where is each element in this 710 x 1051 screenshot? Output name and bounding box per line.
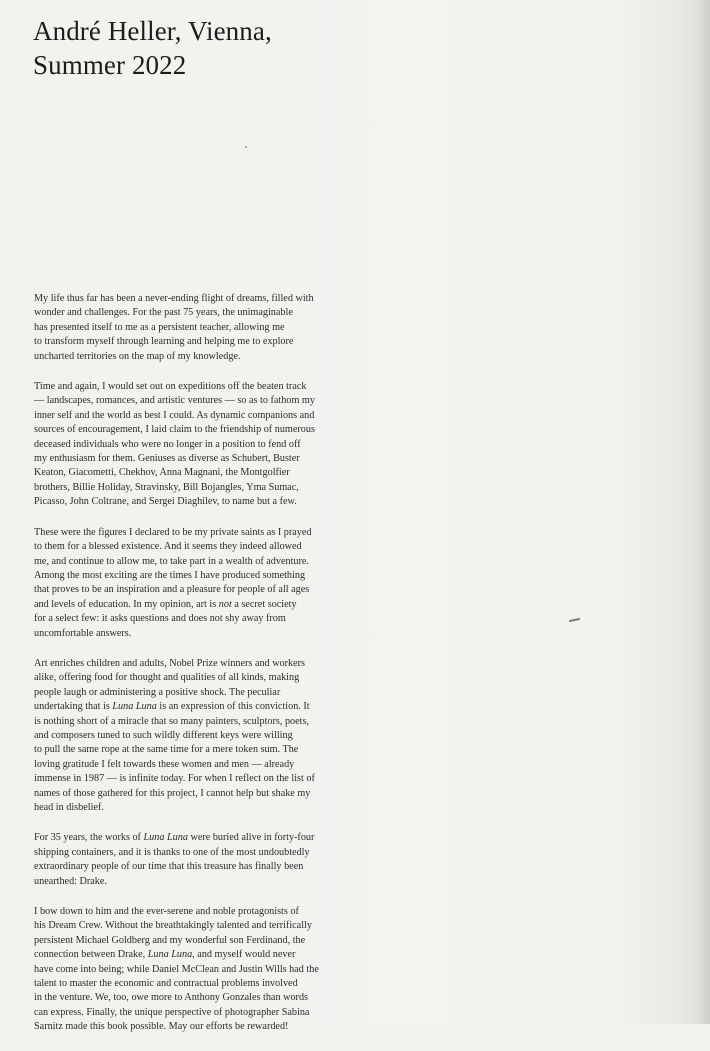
text-line: deceased individuals who were no longer in a position to fend off (34, 438, 301, 450)
text-line: uncomfortable answers. (34, 627, 132, 639)
text-line: his Dream Crew. Without the breathtakingly talented and terrifically (34, 920, 312, 932)
paragraph (34, 380, 379, 510)
paragraph (34, 905, 379, 1035)
text-line: to transform myself through learning and helping me to explore (34, 336, 294, 348)
text-line: My life thus far has been a never-ending flight of dreams, filled with (34, 293, 314, 304)
text-line: undertaking that is Luna Luna is an expression of this conviction. It (34, 701, 310, 713)
text-line: unearthed: Drake. (34, 875, 107, 887)
text-line: immense in 1987 — is infinite today. For when I reflect on the list of (34, 773, 315, 785)
text-line: alike, offering food for thought and qualities of all kinds, making (34, 672, 300, 684)
essay-body (34, 292, 379, 1051)
text-line: names of those gathered for this project, I cannot help but shake my (34, 787, 311, 799)
text-line: that proves to be an inspiration and a pleasure for people of all ages (34, 584, 310, 596)
page-title (33, 14, 433, 82)
paragraph (34, 292, 379, 364)
text-line: Sarnitz made this book possible. May our efforts be rewarded! (34, 1021, 289, 1033)
title-line-1: André Heller, Vienna, (33, 16, 272, 46)
paper-speck (245, 146, 247, 148)
text-line: my enthusiasm for them. Geniuses as diverse as Schubert, Buster (34, 453, 300, 465)
text-line: people laugh or administering a positive shock. The peculiar (34, 686, 281, 698)
paragraph (34, 831, 379, 889)
text-line: has presented itself to me as a persistent teacher, allowing me (34, 321, 285, 333)
paragraph (34, 657, 379, 815)
page-edge-shadow (696, 0, 710, 1024)
text-line: I bow down to him and the ever-serene and noble protagonists of (34, 906, 299, 918)
text-line: persistent Michael Goldberg and my wonderful son Ferdinand, the (34, 934, 306, 946)
text-line: me, and continue to allow me, to take part in a wealth of adventure. (34, 555, 309, 567)
text-line: have come into being; while Daniel McClean and Justin Wills had the (34, 963, 319, 975)
text-line: Keaton, Giacometti, Chekhov, Anna Magnani, the Montgolfier (34, 467, 290, 479)
text-line: These were the figures I declared to be my private saints as I prayed (34, 526, 312, 538)
text-line: sources of encouragement, I laid claim to the friendship of numerous (34, 424, 315, 436)
title-line-2: Summer 2022 (33, 50, 187, 80)
text-line: extraordinary people of our time that this treasure has finally been (34, 861, 304, 873)
text-line: connection between Drake, Luna Luna, and myself would never (34, 949, 296, 961)
paper-mark (569, 618, 580, 622)
text-line: talent to master the economic and contractual problems involved (34, 978, 298, 990)
text-line: shipping containers, and it is thanks to one of the most undoubtedly (34, 846, 310, 858)
text-line: head in disbelief. (34, 802, 104, 813)
paragraph (34, 526, 379, 641)
text-line: in the venture. We, too, owe more to Anthony Gonzales than words (34, 992, 308, 1004)
text-line: and levels of education. In my opinion, art is not a secret society (34, 598, 297, 610)
text-line: to pull the same rope at the same time for a mere token sum. The (34, 744, 299, 756)
text-line: is nothing short of a miracle that so many painters, sculptors, poets, (34, 715, 310, 727)
text-line: and composers tuned to such wildly different keys were willing (34, 729, 293, 741)
text-line: can express. Finally, the unique perspective of photographer Sabina (34, 1006, 310, 1018)
text-line: inner self and the world as best I could. As dynamic companions and (34, 409, 315, 421)
text-line: Art enriches children and adults, Nobel Prize winners and workers (34, 657, 306, 669)
text-line: — landscapes, romances, and artistic ventures — so as to fathom my (34, 395, 315, 407)
text-line: for a select few: it asks questions and does not shy away from (34, 613, 286, 625)
text-line: Among the most exciting are the times I have produced something (34, 569, 306, 581)
text-line: wonder and challenges. For the past 75 years, the unimaginable (34, 307, 293, 319)
text-line: to them for a blessed existence. And it seems they indeed allowed (34, 541, 302, 553)
text-line: For 35 years, the works of Luna Luna were buried alive in forty-four (34, 832, 315, 844)
text-line: uncharted territories on the map of my knowledge. (34, 350, 241, 362)
text-line: Picasso, John Coltrane, and Sergei Diaghilev, to name but a few. (34, 496, 297, 508)
text-line: Time and again, I would set out on expeditions off the beaten track (34, 381, 307, 393)
text-line: brothers, Billie Holiday, Stravinsky, Bill Bojangles, Yma Sumac, (34, 481, 299, 493)
text-line: loving gratitude I felt towards these women and men — already (34, 758, 295, 770)
